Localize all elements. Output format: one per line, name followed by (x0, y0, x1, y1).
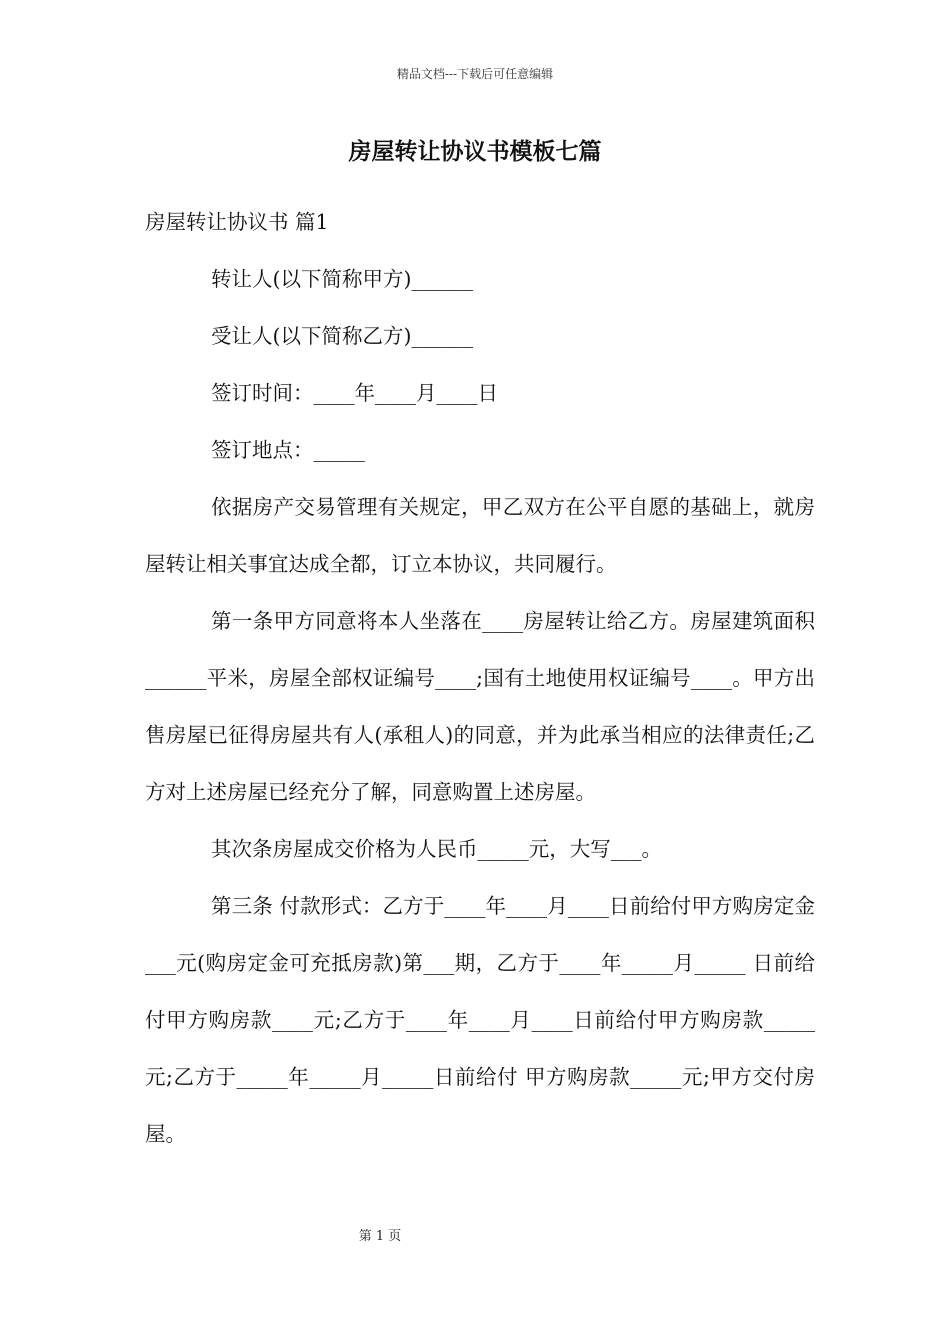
paragraph-signing-place: 签订地点：_____ (211, 438, 365, 462)
paragraph-transferor: 转让人(以下简称甲方)______ (211, 267, 473, 291)
document-title: 房屋转让协议书模板七篇 (348, 138, 602, 165)
paragraph-article-2: 其次条房屋成交价格为人民币_____元，大写___。 (211, 837, 662, 861)
paragraph-article-3: 第三条 付款形式：乙方于____年____月____日前给付甲方购房定金___元(购房定金可充抵房款)第___期，乙方于____年_____月_____ 日前给付甲方购房款____元;乙方于____年____月____日前给付甲方购房款_____元;乙方于_____年_____月_____日前给付 甲方购房款_____元;甲方交付房屋。 (145, 894, 815, 1146)
section-heading: 房屋转让协议书 篇1 (145, 210, 329, 234)
paragraph-signing-time: 签订时间：____年____月____日 (211, 381, 498, 405)
page-header: 精品文档---下载后可任意编辑 (396, 67, 554, 81)
document-body (145, 194, 815, 1163)
paragraph-preamble: 依据房产交易管理有关规定，甲乙双方在公平自愿的基础上，就房屋转让相关事宜达成全都，订立本协议，共同履行。 (145, 495, 815, 576)
page-number: 第 1 页 (358, 1229, 402, 1244)
paragraph-transferee: 受让人(以下简称乙方)______ (211, 324, 473, 348)
paragraph-article-1: 第一条甲方同意将本人坐落在____房屋转让给乙方。房屋建筑面积______平米，房屋全部权证编号____;国有土地使用权证编号____。甲方出售房屋已征得房屋共有人(承租人)的同意，并为此承当相应的法律责任;乙方对上述房屋已经充分了解，同意购置上述房屋。 (145, 609, 815, 804)
